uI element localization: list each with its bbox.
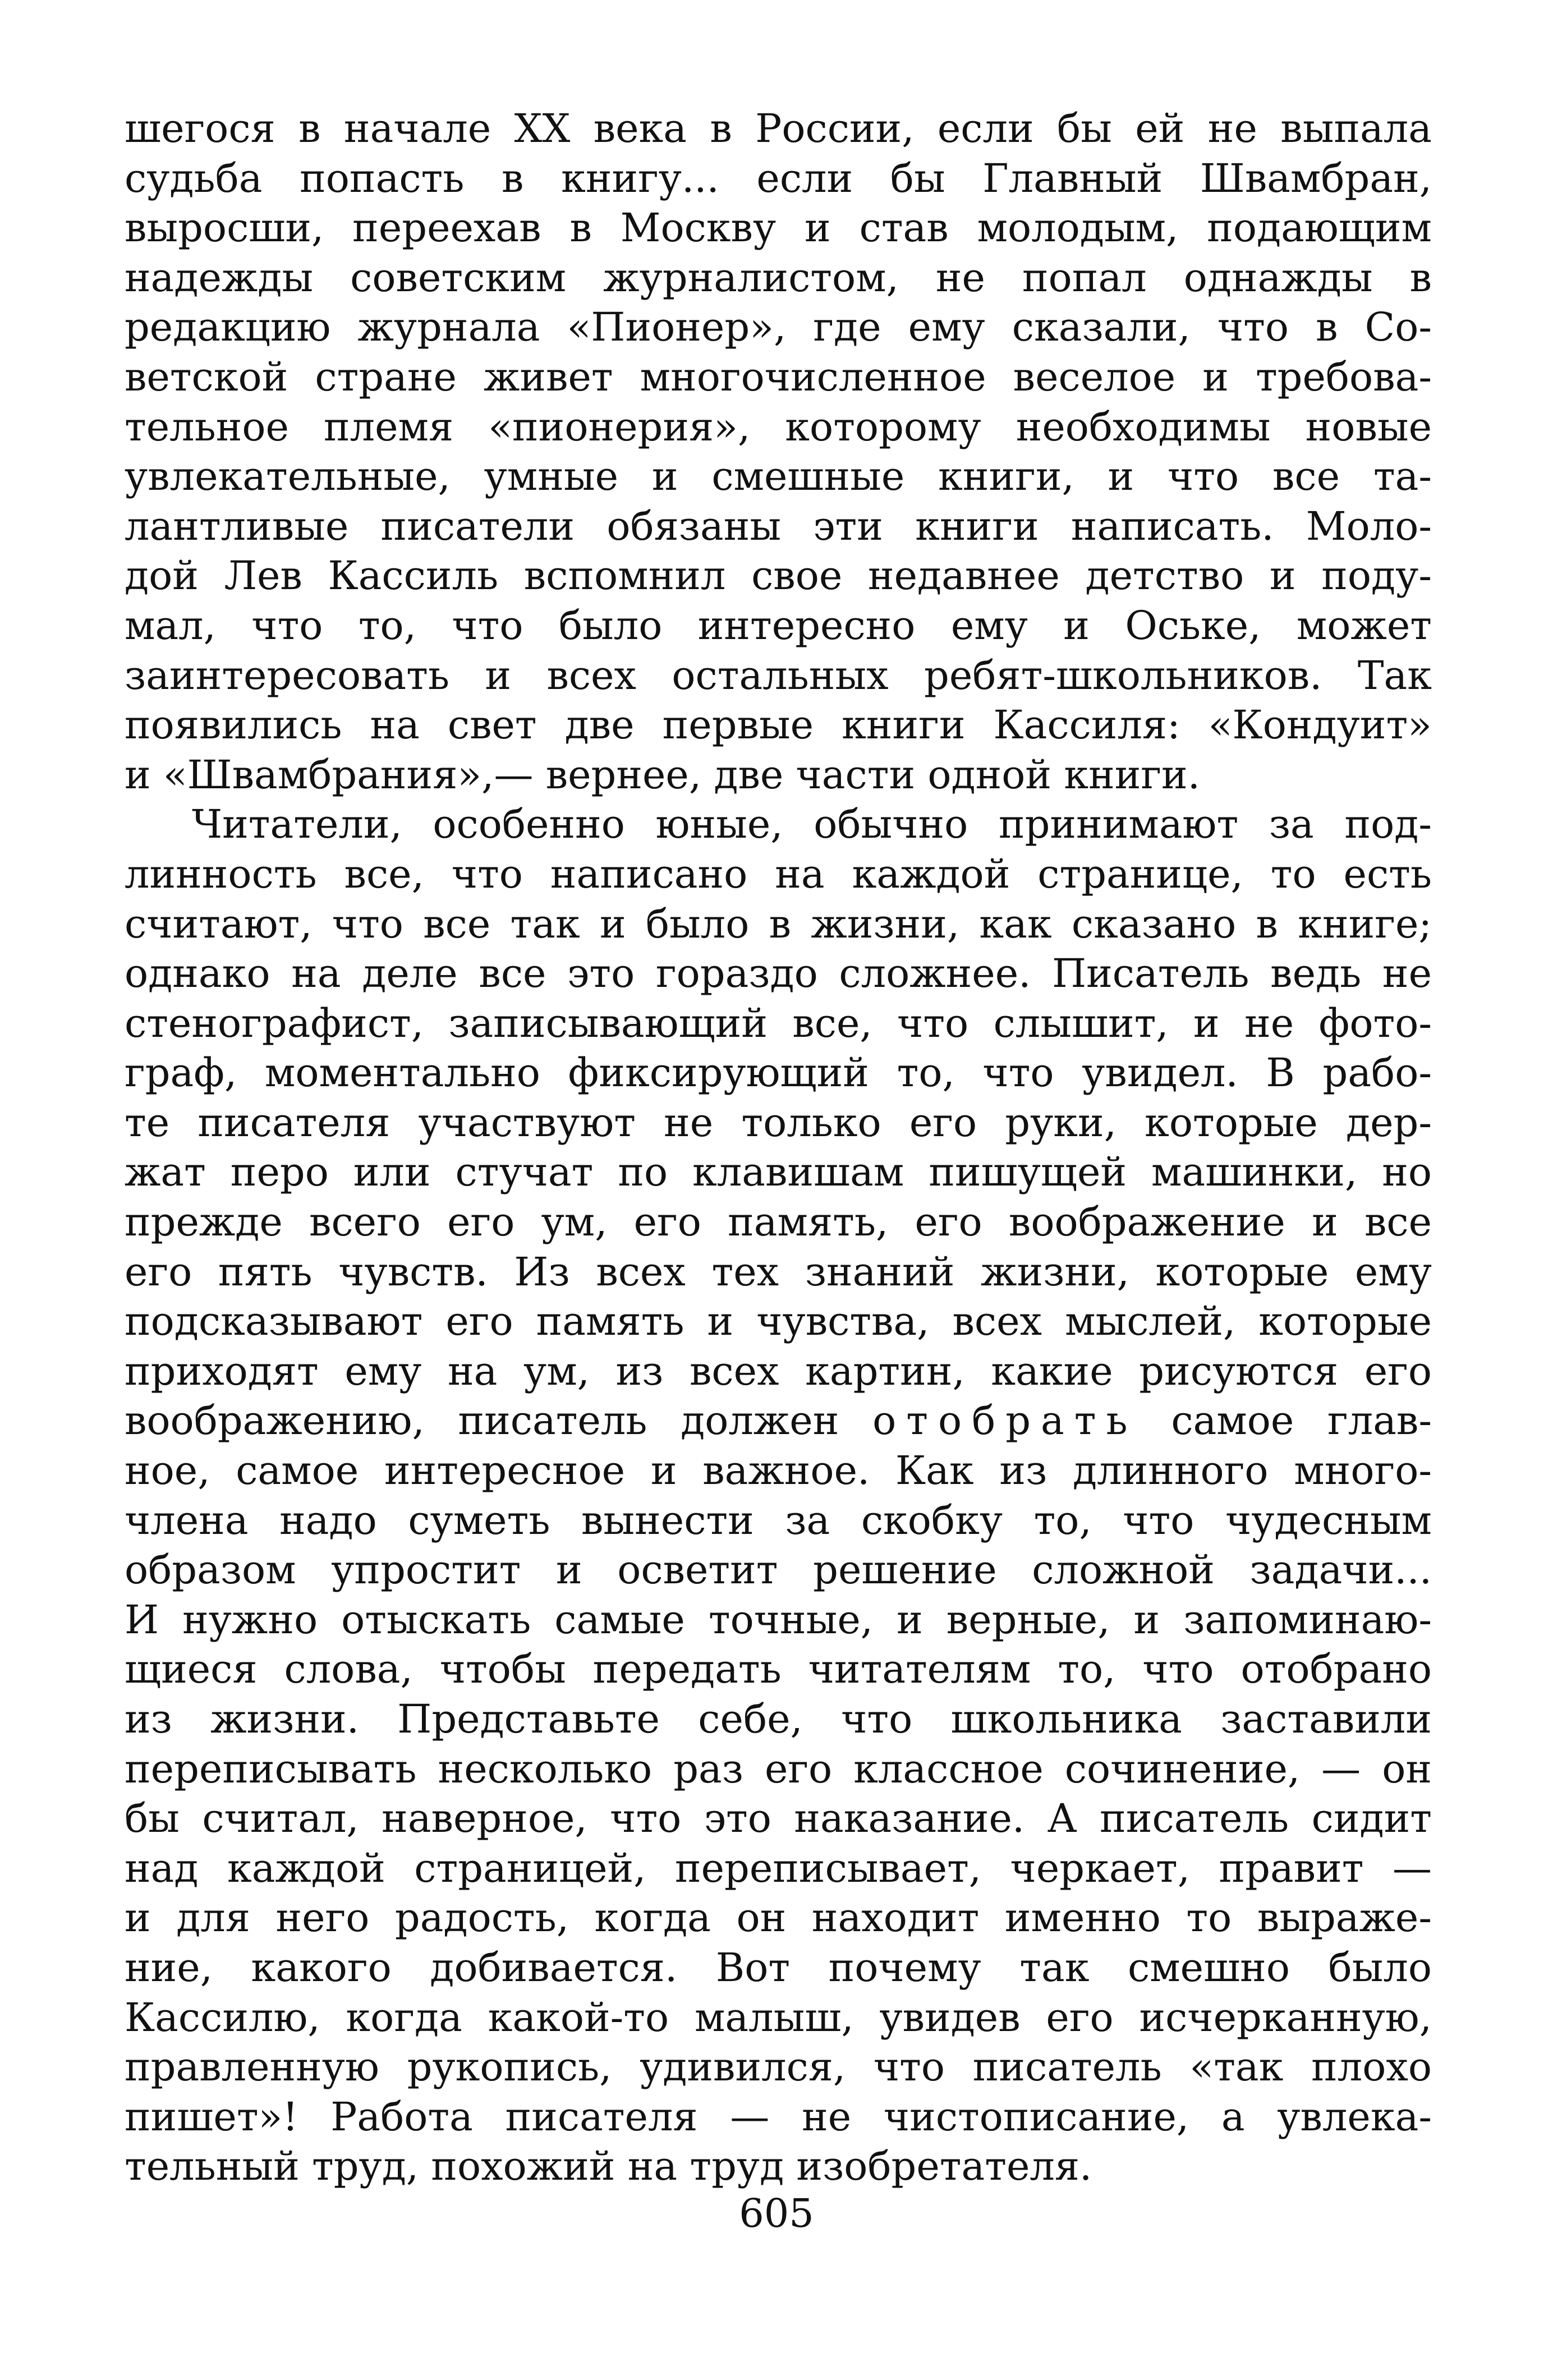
text-line: из жизни. Представьте себе, что школьника заставили [125,1696,1432,1742]
text-line: Читатели, особенно юные, обычно принимают за под- [192,801,1432,848]
text-line-with-emphasis [125,1396,1432,1446]
text-line: считают, что все так и было в жизни, как сказано в книге; [125,900,1432,947]
text-line: тельное племя «пионерия», которому необходимы новые [125,403,1432,450]
text-line: ное, самое интересное и важное. Как из длинного много- [125,1448,1432,1494]
text-line: Кассилю, когда какой-то малыш, увидев его исчерканную, [125,1994,1432,2041]
emphasis-line-before: воображению, писатель должен [125,1398,873,1444]
text-line: пишет»! Работа писателя — не чистописание, а увлека- [125,2093,1432,2140]
paragraph-2 [125,800,1432,2191]
text-line: и «Швамбрания»,— вернее, две части одной книги. [125,751,1200,798]
text-line: правленную рукопись, удивился, что писатель «так плохо [125,2044,1432,2090]
text-line: заинтересовать и всех остальных ребят-школьников. Так [125,652,1432,699]
text-line: стенографист, записывающий все, что слышит, и не фото- [125,1000,1432,1046]
text-line: переписывать несколько раз его классное сочинение, — он [125,1745,1432,1792]
text-line: его пять чувств. Из всех тех знаний жизни, которые ему [125,1248,1432,1295]
text-line: появились на свет две первые книги Кассиля: «Кондуит» [125,702,1432,748]
text-line: бы считал, наверное, что это наказание. А писатель сидит [125,1795,1432,1842]
text-line: дой Лев Кассиль вспомнил свое недавнее детство и поду- [125,553,1432,599]
text-line: граф, моментально фиксирующий то, что увидел. В рабо- [125,1050,1432,1096]
emphasis-line-after: самое глав- [1137,1398,1432,1444]
text-line: однако на деле все это гораздо сложнее. Писатель ведь не [125,950,1432,997]
paragraph-1 [125,104,1432,800]
page-number: 605 [739,2190,814,2236]
text-line: шегося в начале XX века в России, если бы ей не выпала [125,105,1432,151]
text-line: мал, что то, что было интересно ему и Оське, может [125,602,1432,649]
text-line: И нужно отыскать самые точные, и верные, и запоминаю- [125,1596,1432,1643]
text-line: образом упростит и осветит решение сложной задачи... [125,1547,1432,1593]
text-line: те писателя участвуют не только его руки, которые дер- [125,1099,1432,1146]
text-line: прежде всего его ум, его память, его воображение и все [125,1199,1432,1246]
text-line: ветской стране живет многочисленное веселое и требова- [125,353,1432,400]
text-line: и для него радость, когда он находит именно то выраже- [125,1895,1432,1941]
text-line: приходят ему на ум, из всех картин, какие рисуются его [125,1348,1432,1394]
text-line: лантливые писатели обязаны эти книги написать. Моло- [125,503,1432,549]
text-line: тельный труд, похожий на труд изобретателя. [125,2143,1092,2190]
text-line: линность все, что написано на каждой странице, то есть [125,851,1432,897]
spaced-emphasis-word: отобрать [872,1398,1138,1444]
text-line: судьба попасть в книгу... если бы Главный Швамбран, [125,155,1432,201]
page-body [125,104,1432,2191]
text-line: щиеся слова, чтобы передать читателям то, что отобрано [125,1646,1432,1693]
text-line: жат перо или стучат по клавишам пишущей машинки, но [125,1149,1432,1196]
text-line: над каждой страницей, переписывает, черкает, правит — [125,1845,1432,1891]
text-line: увлекательные, умные и смешные книги, и что все та- [125,453,1432,500]
text-line: члена надо суметь вынести за скобку то, что чудесным [125,1497,1432,1543]
text-line: выросши, переехав в Москву и став молодым, подающим [125,205,1432,251]
text-line: редакцию журнала «Пионер», где ему сказали, что в Со- [125,304,1432,351]
text-line: ние, какого добивается. Вот почему так смешно было [125,1944,1432,1991]
text-line: подсказывают его память и чувства, всех мыслей, которые [125,1298,1432,1345]
text-line: надежды советским журналистом, не попал однажды в [125,254,1432,301]
